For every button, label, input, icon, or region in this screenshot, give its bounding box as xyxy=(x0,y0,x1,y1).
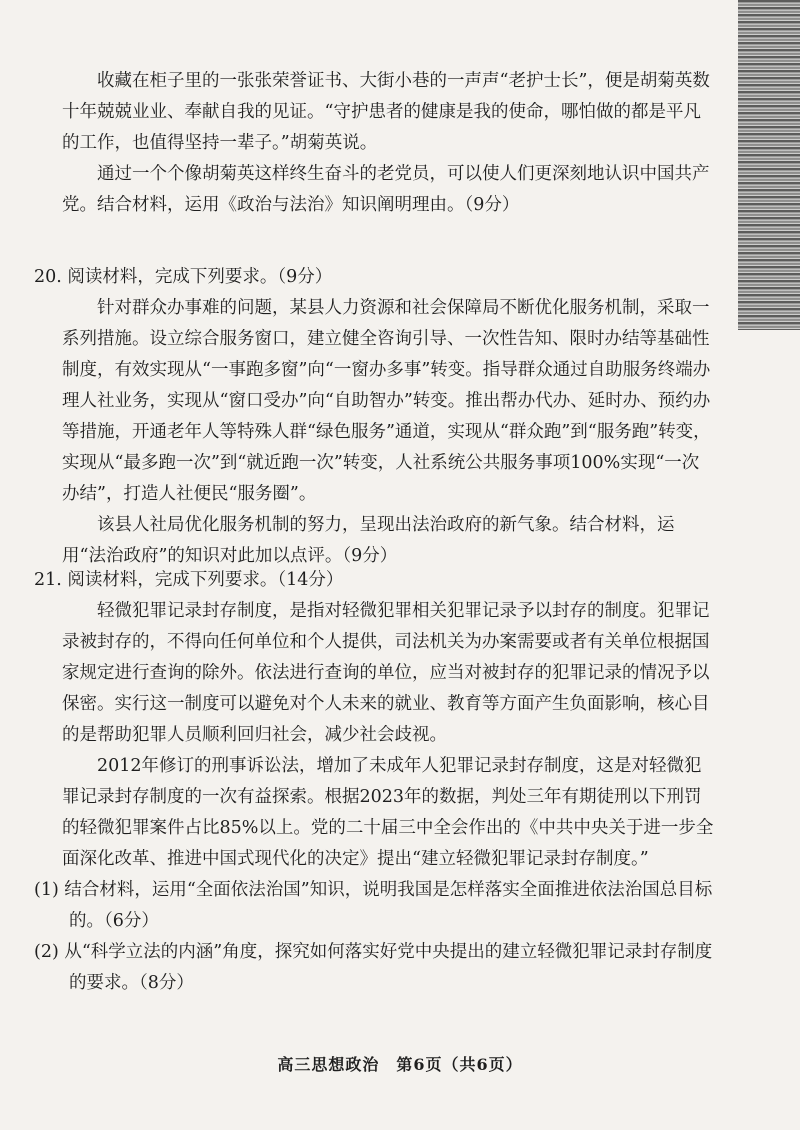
question-20-heading: 20. 阅读材料，完成下列要求。（9分） xyxy=(34,267,333,287)
question-21-paragraph-1: 轻微犯罪记录封存制度，是指对轻微犯罪相关犯罪记录予以封存的制度。犯罪记录被封存的，不得向任何单位和个人提供，司法机关为办案需要或者有关单位根据国家规定进行查询的除外。依法进行查询的单位，应当对被封存的犯罪记录的情况予以保密。实行这一制度可以避免对个人未来的就业、教育等方面产生负面影响，核心目的是帮助犯罪人员顺利回归社会，减少社会歧视。 xyxy=(62,601,710,745)
top-material xyxy=(62,66,712,221)
page-footer: 高三思想政治 第6页（共6页） xyxy=(277,1055,523,1074)
question-21-sub-2: (2) 从“科学立法的内涵”角度，探究如何落实好党中央提出的建立轻微犯罪记录封存制度的要求。（8分） xyxy=(34,942,713,993)
question-20-paragraph-2: 该县人社局优化服务机制的努力，呈现出法治政府的新气象。结合材料，运用“法治政府”的知识对此加以点评。（9分） xyxy=(62,515,675,566)
question-20 xyxy=(34,262,714,572)
question-20-paragraph-1: 针对群众办事难的问题，某县人力资源和社会保障局不断优化服务机制，采取一系列措施。设立综合服务窗口，建立健全咨询引导、一次性告知、限时办结等基础性制度，有效实现从“一事跑多窗”向“一窗办多事”转变。指导群众通过自助服务终端办理人社业务，实现从“窗口受办”向“自助智办”转变。推出帮办代办、延时办、预约办等措施，开通老年人等特殊人群“绿色服务”通道，实现从“群众跑”到“服务跑”转变，实现从“最多跑一次”到“就近跑一次”转变，人社系统公共服务事项100%实现“一次办结”，打造人社便民“服务圈”。 xyxy=(62,298,711,504)
question-21-heading: 21. 阅读材料，完成下列要求。（14分） xyxy=(34,570,344,590)
question-21 xyxy=(34,565,714,999)
top-paragraph-2: 通过一个个像胡菊英这样终生奋斗的老党员，可以使人们更深刻地认识中国共产党。结合材料，运用《政治与法治》知识阐明理由。（9分） xyxy=(62,164,710,215)
scan-edge-artifact xyxy=(738,0,800,330)
top-paragraph-1: 收藏在柜子里的一张张荣誉证书、大街小巷的一声声“老护士长”，便是胡菊英数十年兢兢业业、奉献自我的见证。“守护患者的健康是我的使命，哪怕做的都是平凡的工作，也值得坚持一辈子。”胡菊英说。 xyxy=(62,71,710,153)
question-21-sub-1: (1) 结合材料，运用“全面依法治国”知识，说明我国是怎样落实全面推进依法治国总目标的。（6分） xyxy=(34,880,713,931)
question-21-paragraph-2: 2012年修订的刑事诉讼法，增加了未成年人犯罪记录封存制度，这是对轻微犯罪记录封存制度的一次有益探索。根据2023年的数据，判处三年有期徒刑以下刑罚的轻微犯罪案件占比85%以上。党的二十届三中全会作出的《中共中央关于进一步全面深化改革、推进中国式现代化的决定》提出“建立轻微犯罪记录封存制度。” xyxy=(62,756,714,869)
